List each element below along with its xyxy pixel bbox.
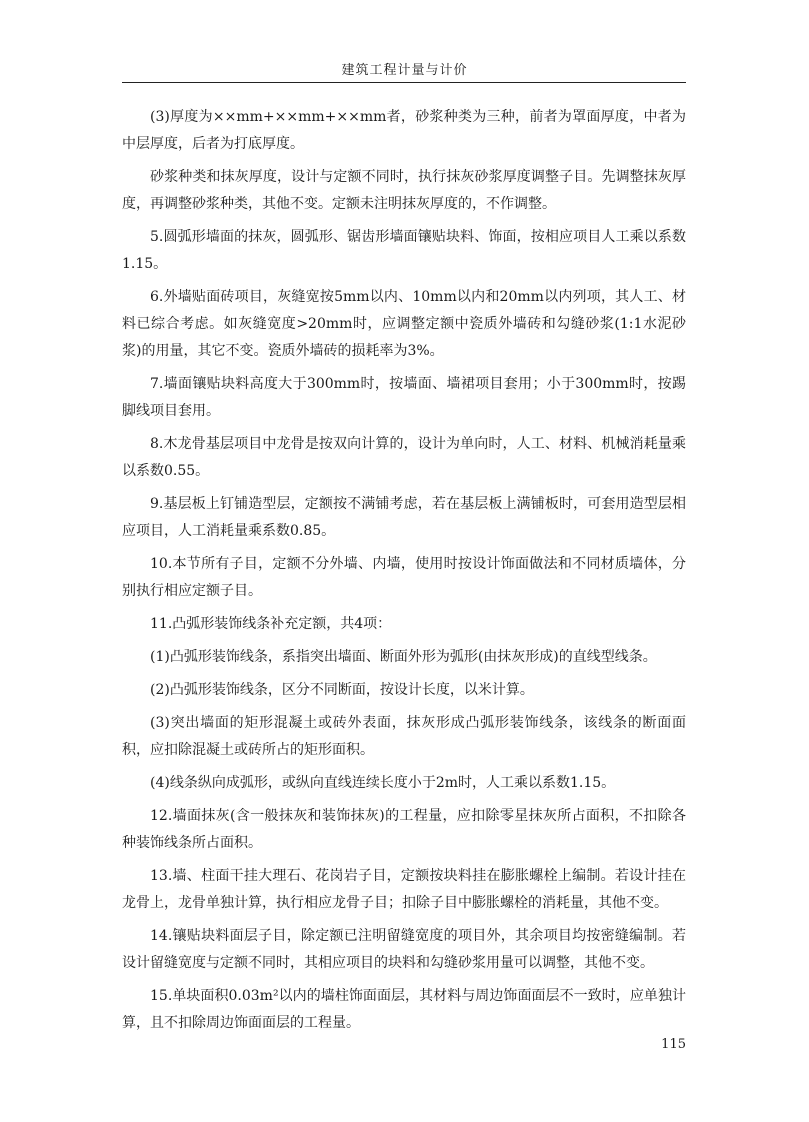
body-text <box>122 104 686 1043</box>
page-number: 115 <box>661 1037 686 1052</box>
paragraph: (3)厚度为××mm+××mm+××mm者，砂浆种类为三种，前者为罩面厚度，中者为中层厚度，后者为打底厚度。 <box>122 109 686 152</box>
paragraph: 10.本节所有子目，定额不分外墙、内墙，使用时按设计饰面做法和不同材质墙体，分别执行相应定额子目。 <box>122 556 686 599</box>
paragraph: 14.镶贴块料面层子目，除定额已注明留缝宽度的项目外，其余项目均按密缝编制。若设计留缝宽度与定额不同时，其相应项目的块料和勾缝砂浆用量可以调整，其他不变。 <box>122 928 686 971</box>
paragraph: 15.单块面积0.03m²以内的墙柱饰面面层，其材料与周边饰面面层不一致时，应单独计算，且不扣除周边饰面面层的工程量。 <box>122 988 686 1031</box>
paragraph: (2)凸弧形装饰线条，区分不同断面，按设计长度，以米计算。 <box>150 682 534 698</box>
paragraph: (4)线条纵向成弧形，或纵向直线连续长度小于2m时，人工乘以系数1.15。 <box>150 775 616 791</box>
paragraph: (3)突出墙面的矩形混凝土或砖外表面，抹灰形成凸弧形装饰线条，该线条的断面面积，应扣除混凝土或砖所占的矩形面积。 <box>122 715 686 758</box>
paragraph: 12.墙面抹灰(含一般抹灰和装饰抹灰)的工程量，应扣除零星抹灰所占面积，不扣除各种装饰线条所占面积。 <box>122 808 686 851</box>
paragraph: 13.墙、柱面干挂大理石、花岗岩子目，定额按块料挂在膨胀螺栓上编制。若设计挂在龙骨上，龙骨单独计算，执行相应龙骨子目；扣除子目中膨胀螺栓的消耗量，其他不变。 <box>122 868 686 911</box>
paragraph: 11.凸弧形装饰线条补充定额，共4项： <box>150 616 392 632</box>
paragraph: 9.基层板上钉铺造型层，定额按不满铺考虑，若在基层板上满铺板时，可套用造型层相应项目，人工消耗量乘系数0.85。 <box>122 496 686 539</box>
paragraph: 砂浆种类和抹灰厚度，设计与定额不同时，执行抹灰砂浆厚度调整子目。先调整抹灰厚度，再调整砂浆种类，其他不变。定额未注明抹灰厚度的，不作调整。 <box>122 169 686 212</box>
paragraph: (1)凸弧形装饰线条，系指突出墙面、断面外形为弧形(由抹灰形成)的直线型线条。 <box>150 649 657 665</box>
paragraph: 7.墙面镶贴块料高度大于300mm时，按墙面、墙裙项目套用；小于300mm时，按踢脚线项目套用。 <box>122 376 686 419</box>
paragraph: 6.外墙贴面砖项目，灰缝宽按5mm以内、10mm以内和20mm以内列项，其人工、材料已综合考虑。如灰缝宽度>20mm时，应调整定额中瓷质外墙砖和勾缝砂浆(1:1水泥砂浆)的用量，其它不变。瓷质外墙砖的损耗率为3%。 <box>122 289 686 359</box>
paragraph: 5.圆弧形墙面的抹灰，圆弧形、锯齿形墙面镶贴块料、饰面，按相应项目人工乘以系数1.15。 <box>122 229 686 272</box>
paragraph: 8.木龙骨基层项目中龙骨是按双向计算的，设计为单向时，人工、材料、机械消耗量乘以系数0.55。 <box>122 436 686 479</box>
running-header-title: 建筑工程计量与计价 <box>341 63 468 78</box>
header-divider <box>122 82 686 83</box>
